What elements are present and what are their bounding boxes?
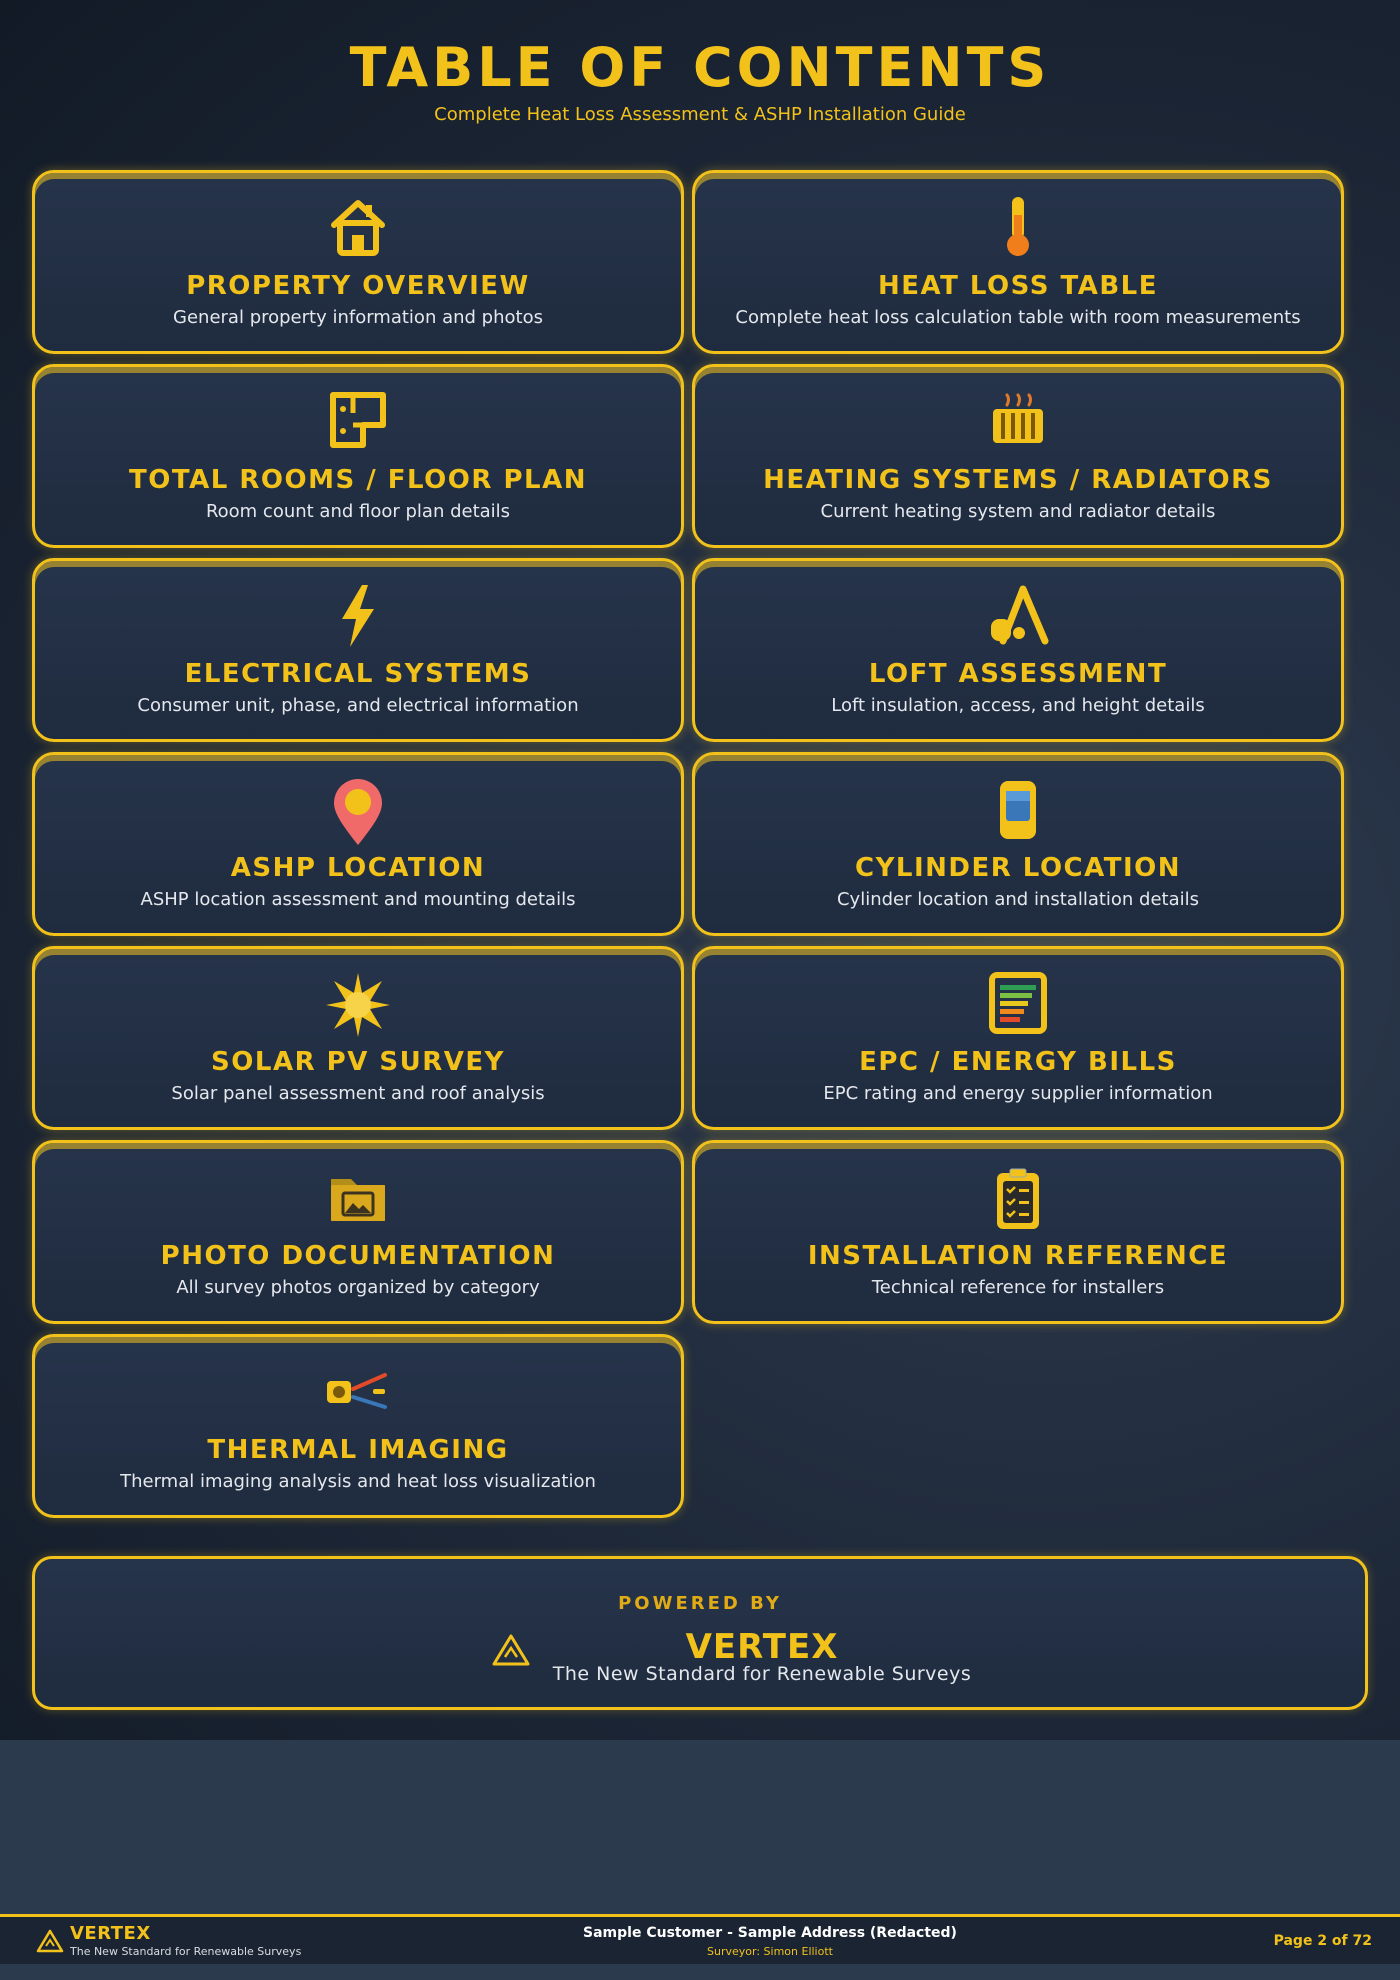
powered-by-brand: VERTEX [685, 1627, 839, 1667]
toc-card-description: Consumer unit, phase, and electrical information [137, 695, 579, 716]
location-pin-icon [330, 777, 386, 847]
toc-card-description: Current heating system and radiator details [820, 501, 1216, 522]
lightning-icon [336, 583, 380, 649]
toc-card-title: PHOTO DOCUMENTATION [160, 1241, 556, 1271]
page-subtitle: Complete Heat Loss Assessment & ASHP Installation Guide [434, 104, 966, 125]
toc-card-description: ASHP location assessment and mounting details [140, 889, 576, 910]
photo-folder-icon [327, 1165, 389, 1227]
toc-card-heating-systems[interactable] [692, 364, 1344, 548]
toc-card-thermal-imaging[interactable] [32, 1334, 684, 1518]
clipboard-icon [993, 1165, 1043, 1231]
toc-card-title: ELECTRICAL SYSTEMS [184, 659, 532, 689]
toc-card-description: EPC rating and energy supplier information [823, 1083, 1213, 1104]
toc-card-title: HEAT LOSS TABLE [878, 271, 1158, 301]
footer-tagline: The New Standard for Renewable Surveys [70, 1945, 302, 1958]
page-footer [0, 1914, 1400, 1964]
loft-icon [985, 583, 1051, 645]
toc-card-description: Cylinder location and installation details [836, 889, 1200, 910]
footer-customer: Sample Customer - Sample Address (Redacted) [583, 1925, 957, 1941]
toc-card-electrical-systems[interactable] [32, 558, 684, 742]
toc-card-property-overview[interactable] [32, 170, 684, 354]
toc-card-title: INSTALLATION REFERENCE [807, 1241, 1229, 1271]
sun-icon [324, 971, 392, 1039]
toc-card-title: CYLINDER LOCATION [854, 853, 1182, 883]
toc-card-epc-energy-bills[interactable] [692, 946, 1344, 1130]
vertex-footer-logo-icon [36, 1929, 64, 1953]
toc-card-title: THERMAL IMAGING [207, 1435, 509, 1465]
toc-card-title: LOFT ASSESSMENT [868, 659, 1168, 689]
toc-card-description: Complete heat loss calculation table with room measurements [735, 307, 1301, 328]
toc-card-floor-plan[interactable] [32, 364, 684, 548]
toc-card-installation-reference[interactable] [692, 1140, 1344, 1324]
toc-card-heat-loss-table[interactable] [692, 170, 1344, 354]
powered-by-tagline: The New Standard for Renewable Surveys [552, 1663, 972, 1685]
toc-card-description: All survey photos organized by category [176, 1277, 540, 1298]
thermal-camera-icon [323, 1359, 393, 1421]
epc-chart-icon [988, 971, 1048, 1035]
toc-card-cylinder-location[interactable] [692, 752, 1344, 936]
footer-surveyor: Surveyor: Simon Elliott [707, 1945, 833, 1958]
toc-card-title: TOTAL ROOMS / FLOOR PLAN [129, 465, 587, 495]
toc-card-title: SOLAR PV SURVEY [211, 1047, 505, 1077]
page-lower-area [0, 1740, 1400, 1914]
toc-card-description: Room count and floor plan details [205, 501, 511, 522]
toc-card-title: EPC / ENERGY BILLS [859, 1047, 1177, 1077]
powered-by-label: POWERED BY [618, 1593, 782, 1614]
thermometer-icon [998, 195, 1038, 259]
toc-card-description: Technical reference for installers [871, 1277, 1165, 1298]
toc-card-loft-assessment[interactable] [692, 558, 1344, 742]
toc-card-description: Thermal imaging analysis and heat loss visualization [120, 1471, 596, 1492]
toc-card-photo-documentation[interactable] [32, 1140, 684, 1324]
toc-card-title: ASHP LOCATION [230, 853, 486, 883]
toc-card-description: Loft insulation, access, and height details [831, 695, 1205, 716]
cylinder-icon [996, 777, 1040, 843]
floor-plan-icon [327, 389, 389, 451]
radiator-icon [987, 389, 1049, 451]
powered-by-panel [32, 1556, 1368, 1710]
toc-card-solar-pv-survey[interactable] [32, 946, 684, 1130]
toc-card-ashp-location[interactable] [32, 752, 684, 936]
toc-card-title: HEATING SYSTEMS / RADIATORS [763, 465, 1273, 495]
footer-page-number: Page 2 of 72 [1273, 1933, 1372, 1949]
toc-card-title: PROPERTY OVERVIEW [186, 271, 530, 301]
page-title: TABLE OF CONTENTS [349, 36, 1051, 99]
house-icon [328, 195, 388, 257]
toc-card-description: General property information and photos [173, 307, 543, 328]
footer-brand: VERTEX [70, 1923, 151, 1944]
toc-card-description: Solar panel assessment and roof analysis [171, 1083, 545, 1104]
vertex-logo-icon [491, 1633, 531, 1667]
